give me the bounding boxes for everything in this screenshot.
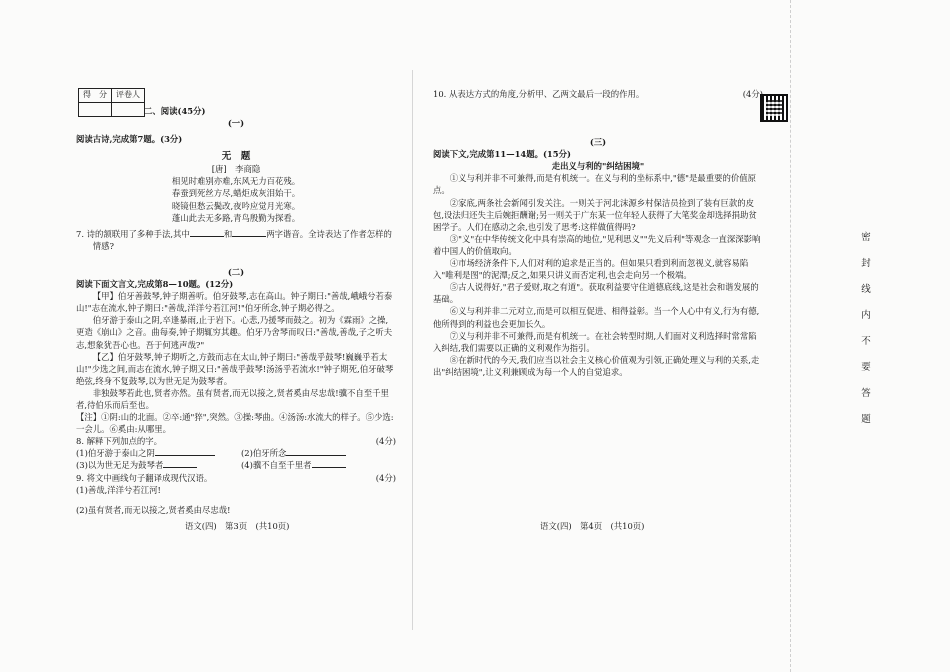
poem-instruction: 阅读古诗,完成第7题。(3分) (76, 134, 183, 145)
article-paragraph: ①义与利并非不可兼得,而是有机统一。在义与利的坐标系中,"德"是最重要的价值原点。 (433, 173, 756, 196)
q8-item: (4)骥不自至千里者 (241, 459, 396, 471)
section-title: 二、阅读(45分) (144, 105, 206, 116)
page-4 (433, 88, 763, 378)
poem-line: 春蚕到死丝方尽,蜡炬成灰泪始干。 (171, 188, 301, 199)
score-cell[interactable] (79, 103, 112, 117)
q8-item: (2)伯牙所念 (241, 447, 396, 459)
answer-blank[interactable] (190, 228, 224, 237)
answer-blank[interactable] (163, 459, 197, 468)
poem-body (76, 175, 396, 223)
page-footer-left: 语文(四) 第3页 (共10页) (185, 521, 290, 531)
article-paragraph: ⑧在新时代的今天,我们应当以社会主义核心价值观为引领,正确处理义与利的关系,走出"纠结困境",让义利兼顾成为每一个人的自觉追求。 (433, 354, 760, 377)
part2-heading: (二) (227, 266, 245, 277)
question-9: 9. 将文中画线句子翻译成现代汉语。 (4分) (76, 472, 396, 483)
passage-yi-2: 非独鼓琴若此也,贤者亦然。虽有贤者,而无以接之,贤者奚由尽忠哉!骥不自至千里者,待伯乐而后至也。 (76, 387, 389, 410)
question-8-items (76, 447, 396, 471)
qr-code-icon (760, 94, 788, 122)
answer-blank[interactable] (312, 459, 346, 468)
passage-yi: 【乙】伯牙鼓琴,钟子期听之,方鼓而志在太山,钟子期曰:"善哉乎鼓琴!巍巍乎若太山!"少选之间,而志在流水,钟子期又曰:"善哉乎鼓琴!汤汤乎若流水!"钟子期死,伯牙破琴绝弦,终身不复鼓琴,以为世无足为鼓琴者。 (76, 351, 394, 386)
answer-blank[interactable] (286, 447, 346, 456)
grader-cell[interactable] (112, 103, 145, 117)
part1-heading: (一) (227, 118, 245, 128)
poem-line: 相见时难别亦难,东风无力百花残。 (171, 176, 301, 187)
poem-author: [唐] 李商隐 (211, 164, 261, 175)
poem-line: 晓镜但愁云鬓改,夜吟应觉月光寒。 (171, 200, 301, 211)
binding-notice: 密 封 线 内 不 要 答 题 (861, 232, 871, 425)
poem-line: 蓬山此去无多路,青鸟殷勤为探看。 (171, 212, 301, 223)
article-paragraph: ②家底,两条社会新闻引发关注。一则关于河北沫源乡村保洁员捡到了装有巨款的皮包,设法归还失主后婉拒酬谢;另一则关于广东某一位年轻人获得了大笔奖金却选择捐助贫困学子。人们在感动之余,也引发了思考:这样做值得吗? (433, 197, 757, 232)
answer-blank[interactable] (232, 228, 266, 237)
page-fold-divider (412, 70, 413, 630)
article-paragraph: ④市场经济条件下,人们对利的追求是正当的。但如果只看到利而忽视义,就容易陷入"唯利是图"的泥潭;反之,如果只讲义而否定利,也会走向另一个极端。 (433, 258, 749, 281)
question-8: 8. 解释下列加点的字。 (4分) (76, 436, 396, 447)
article-paragraph: ⑦义与利并非不可兼得,而是有机统一。在社会转型时期,人们面对义利选择时常常陷入纠结,我们需要以正确的义利观作为指引。 (433, 330, 757, 353)
annotation-note: 【注】①阴:山的北面。②卒:通"猝",突然。③操:琴曲。④汤汤:水流大的样子。⑤少选:一会儿。⑥奚由:从哪里。 (76, 412, 394, 435)
q8-item: (1)伯牙游于泰山之阴 (76, 447, 231, 459)
classical-instruction: 阅读下面文言文,完成第8—10题。(12分) (76, 279, 234, 290)
article-paragraph: ⑤古人说得好,"君子爱财,取之有道"。获取利益要守住道德底线,这是社会和谐发展的基础。 (433, 282, 759, 305)
page-footer-right: 语文(四) 第4页 (共10页) (540, 521, 645, 531)
answer-blank[interactable] (155, 447, 215, 456)
passage-jia-2: 伯牙游于泰山之阴,卒逢暴雨,止于岩下。心悲,乃援琴而鼓之。初为《霖雨》之操,更造《崩山》之音。曲每奏,钟子期辄穷其趣。伯牙乃舍琴而叹曰:"善哉,善哉,子之听夫志,想象犹吾心也。吾于何逃声哉?" (76, 315, 393, 350)
question-10: 10. 从表达方式的角度,分析甲、乙两文最后一段的作用。 (4分) (433, 89, 763, 99)
question-9-2: (2)虽有贤者,而无以接之,贤者奚由尽忠哉! (76, 504, 231, 515)
passage-jia: 【甲】伯牙善鼓琴,钟子期善听。伯牙鼓琴,志在高山。钟子期曰:"善哉,峨峨兮若泰山!"志在流水,钟子期曰:"善哉,洋洋兮若江河!"伯牙所念,钟子期必得之。 (76, 291, 393, 314)
article-paragraph: ⑥义与利并非二元对立,而是可以相互促进、相得益彰。当一个人心中有义,行为有德,他所得到的利益也会更加长久。 (433, 306, 760, 329)
question-7-cont: 情感? (92, 240, 115, 251)
page-3 (76, 88, 396, 516)
modern-instruction: 阅读下文,完成第11—14题。(15分) (433, 149, 571, 160)
part3-heading: (三) (589, 137, 607, 148)
score-box (76, 88, 396, 117)
score-table: 得 分 评卷人 (78, 88, 145, 117)
article-title: 走出义与利的"纠结困境" (551, 161, 645, 172)
question-7: 7. 诗的颔联用了多种手法,其中 和 两字谐音。全诗表达了作者怎样的 (76, 228, 392, 239)
q8-item: (3)以为世无足为鼓琴者 (76, 459, 231, 471)
article-paragraph: ③"义"在中华传统文化中具有崇高的地位,"见利思义""先义后利"等观念一直深深影响着中国人的价值取向。 (433, 233, 761, 256)
poem-title: 无 题 (221, 151, 251, 163)
question-9-1: (1)善哉,洋洋兮若江河! (76, 484, 161, 495)
